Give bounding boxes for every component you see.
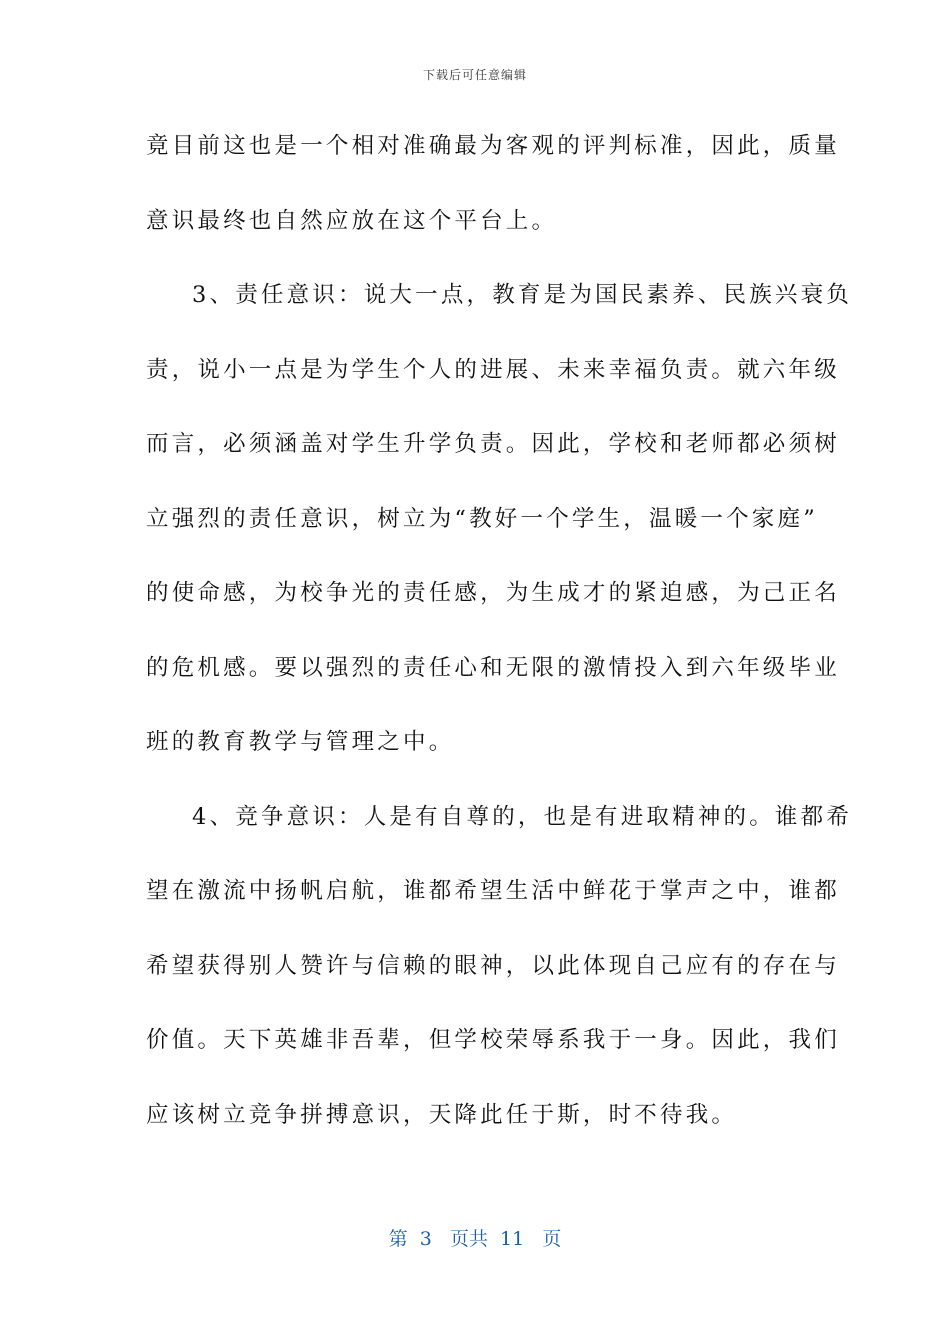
text-line: 的使命感，为校争光的责任感，为生成才的紧迫感，为己正名 (146, 580, 840, 606)
header-note: 下载后可任意编辑 (422, 68, 527, 82)
text-line: 意识最终也自然应放在这个平台上。 (146, 207, 558, 234)
document-body (146, 120, 853, 1163)
text-line: 4、竞争意识：人是有自尊的，也是有进取精神的。谁都希 (192, 803, 853, 830)
text-line: 班的教育教学与管理之中。 (146, 729, 455, 755)
text-line: 价值。天下英雄非吾辈，但学校荣辱系我于一身。因此，我们 (146, 1027, 840, 1053)
page-number-footer: 第 3 页共 11 页 (388, 1228, 562, 1250)
text-line: 3、责任意识：说大一点，教育是为国民素养、民族兴衰负 (192, 282, 853, 308)
text-line: 竟目前这也是一个相对准确最为客观的评判标准，因此，质量 (146, 133, 840, 159)
text-line: 而言，必须涵盖对学生升学负责。因此，学校和老师都必须树 (146, 431, 840, 457)
text-line: 望在激流中扬帆启航，谁都希望生活中鲜花于掌声之中，谁都 (146, 878, 840, 904)
text-line: 责，说小一点是为学生个人的进展、未来幸福负责。就六年级 (146, 356, 840, 383)
text-line: 的危机感。要以强烈的责任心和无限的激情投入到六年级毕业 (146, 654, 840, 681)
text-line: 希望获得别人赞许与信赖的眼神，以此体现自己应有的存在与 (146, 952, 840, 979)
text-line: 应该树立竞争拼搏意识，天降此任于斯，时不待我。 (146, 1101, 738, 1128)
text-line: 立强烈的责任意识，树立为“教好一个学生，温暖一个家庭” (146, 505, 818, 532)
